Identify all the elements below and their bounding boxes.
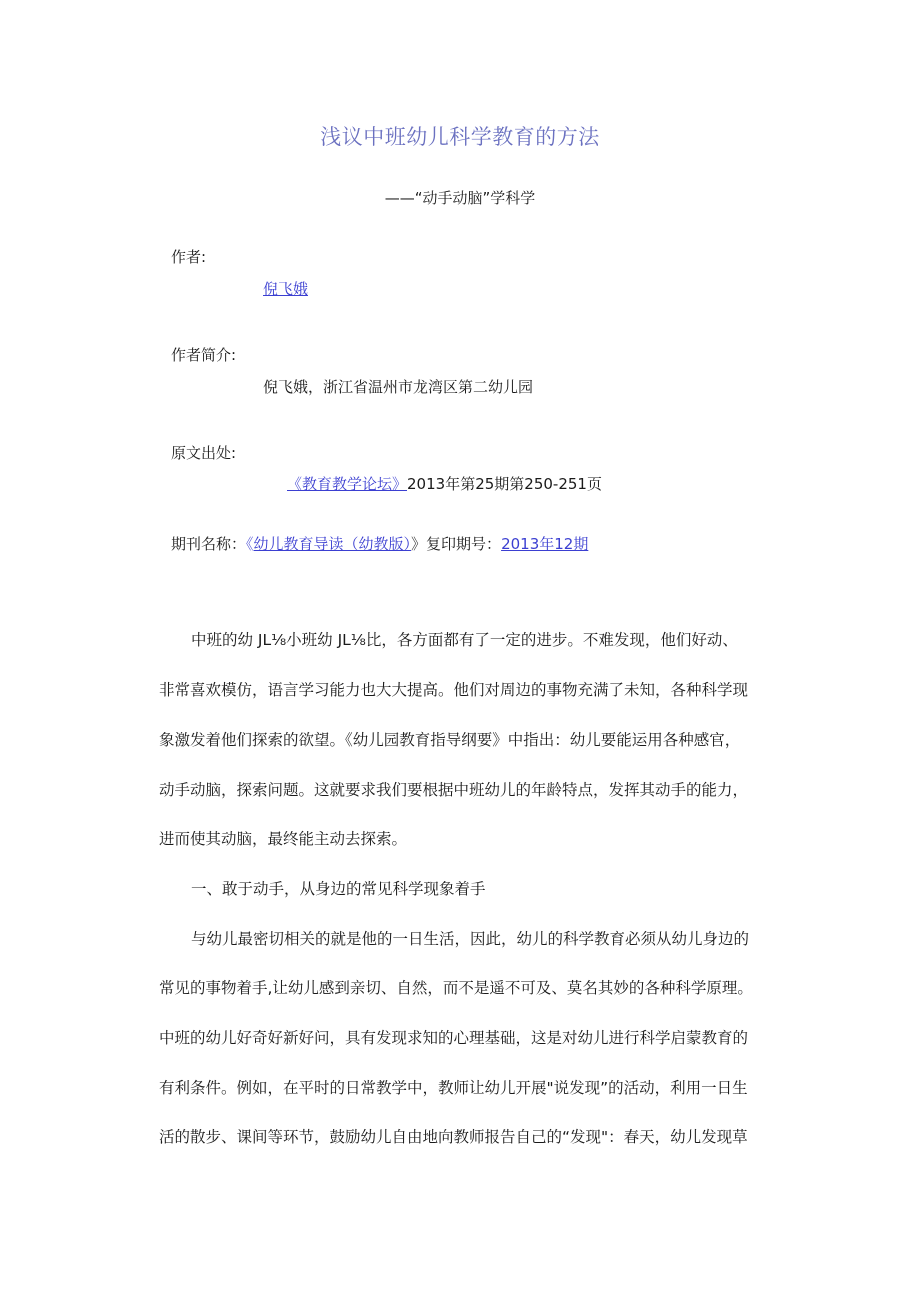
body-line: 活的散步、课间等环节，鼓励幼儿自由地向教师报告自己的“发现"：春天，幼儿发现草 — [159, 1128, 748, 1146]
body-line: 中班的幼 JL⅛小班幼 JL⅛比，各方面都有了一定的进步。不难发现，他们好动、 — [191, 631, 738, 649]
body-line: 有利条件。例如，在平时的日常教学中，教师让幼儿开展"说发现”的活动，利用一日生 — [159, 1079, 748, 1097]
author-name-link[interactable]: 倪飞娥 — [263, 280, 309, 298]
body-line: 中班的幼儿好奇好新好问，具有发现求知的心理基础，这是对幼儿进行科学启蒙教育的 — [159, 1029, 749, 1047]
periodical-open-bracket: 《 — [246, 535, 254, 553]
body-line: 常见的事物着手,让幼儿感到亲切、自然，而不是遥不可及、莫名其妙的各种科学原理。 — [159, 979, 753, 997]
periodical-line — [171, 533, 588, 554]
page-title: 浅议中班幼儿科学教育的方法 — [320, 125, 600, 149]
author-label: 作者: — [171, 248, 207, 266]
periodical-label: 期刊名称： — [171, 535, 247, 553]
source-label: 原文出处: — [171, 444, 237, 462]
source-line — [287, 473, 602, 494]
body-line: 动手动脑，探索问题。这就要求我们要根据中班幼儿的年龄特点，发挥其动手的能力， — [159, 781, 749, 799]
body-line: 象激发着他们探索的欲望。《幼儿园教育指导纲要》中指出：幼儿要能运用各种感官， — [159, 731, 741, 749]
bio-label: 作者简介: — [171, 346, 237, 364]
bio-text: 倪飞娥，浙江省温州市龙湾区第二幼儿园 — [263, 378, 534, 396]
body-line: 非常喜欢模仿，语言学习能力也大大提高。他们对周边的事物充满了未知，各种科学现 — [159, 681, 749, 699]
body-line: 进而使其动脑，最终能主动去探索。 — [159, 830, 408, 848]
periodical-close: 》复印期号： — [411, 535, 502, 553]
source-journal-link[interactable]: 《教育教学论坛》 — [287, 475, 408, 493]
source-detail: 2013年第25期第250-251页 — [407, 475, 602, 493]
body-line: 与幼儿最密切相关的就是他的一日生活，因此，幼儿的科学教育必须从幼儿身边的 — [191, 930, 750, 948]
reprint-issue-link[interactable]: 2013年12期 — [501, 535, 589, 553]
section-heading: 一、敢于动手，从身边的常见科学现象着手 — [191, 880, 486, 898]
periodical-name-link[interactable]: 幼儿教育导读（幼教版） — [253, 535, 412, 553]
page-subtitle: ——“动手动脑”学科学 — [384, 189, 536, 207]
